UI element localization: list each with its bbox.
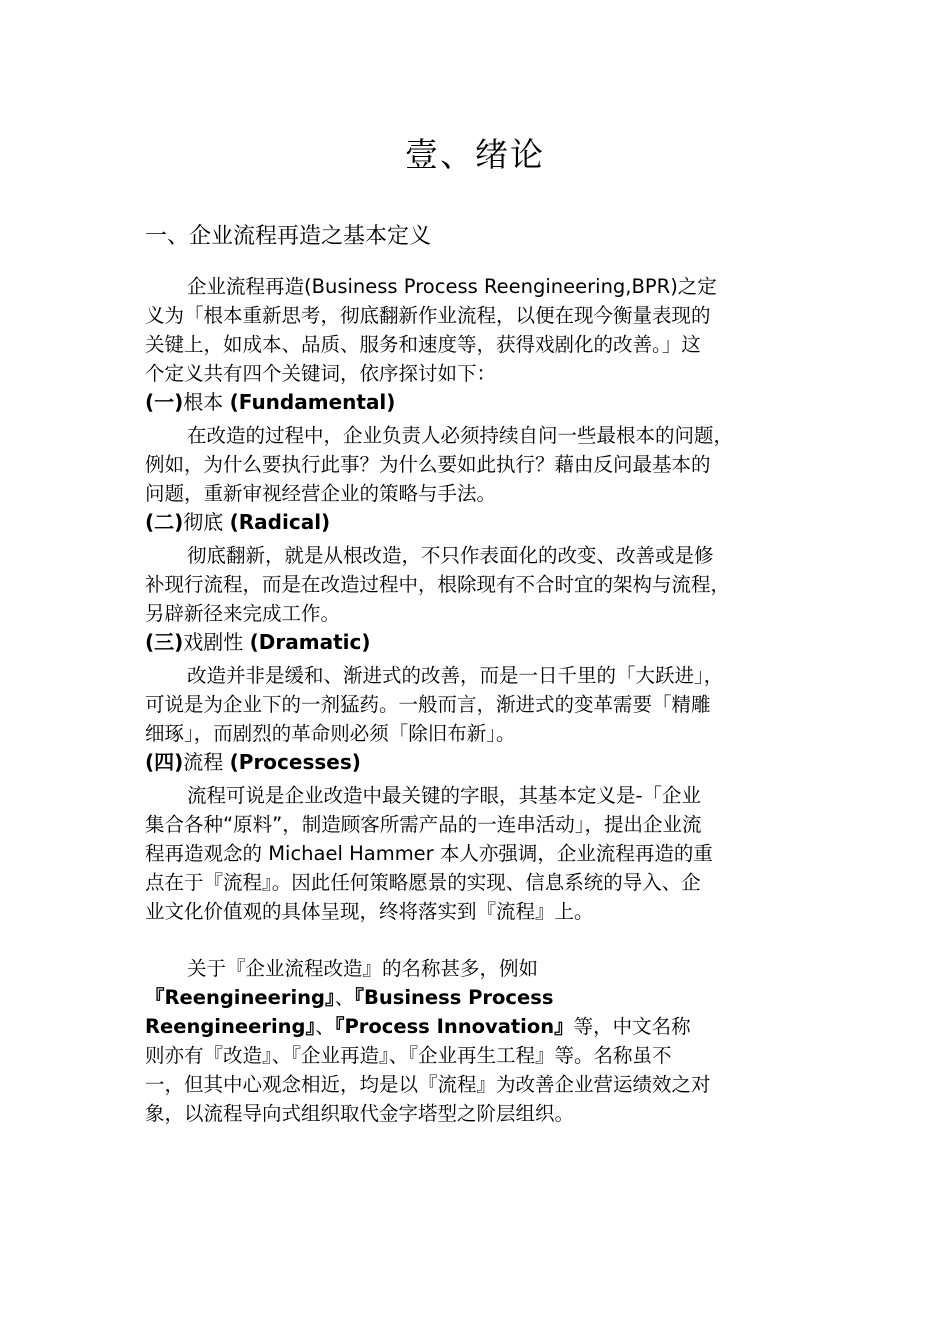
paragraph-line: 可说是为企业下的一剂猛药。一般而言，渐进式的变革需要「精雕: [145, 693, 711, 716]
keyword-number: (四): [145, 750, 184, 774]
paragraph-line: 义为「根本重新思考，彻底翻新作业流程，以便在现今衡量表现的: [145, 304, 711, 327]
keyword-term: 戏剧性: [183, 630, 244, 654]
keyword-english: (Radical): [229, 510, 331, 534]
keyword-section-dramatic: [145, 628, 835, 748]
document-body: [145, 272, 835, 1128]
paragraph-line: 在改造的过程中，企业负责人必须持续自问一些最根本的问题，: [187, 424, 734, 447]
keyword-heading: [145, 628, 835, 661]
closing-text: 等，中文名称: [573, 1015, 691, 1038]
term-process-innovation: 『Process Innovation』: [334, 1015, 574, 1038]
paragraph-line: 一，但其中心观念相近，均是以『流程』为改善企业营运绩效之对: [145, 1073, 711, 1096]
paragraph-line: [145, 983, 835, 1012]
paragraph-line: 另辟新径来完成工作。: [145, 602, 341, 625]
keyword-term: 根本: [183, 390, 224, 414]
keyword-term: 流程: [183, 750, 224, 774]
keyword-number: (二): [145, 510, 184, 534]
paragraph-line: 业文化价值观的具体呈现，终将落实到『流程』上。: [145, 900, 594, 923]
paragraph-line: 问题，重新审视经营企业的策略与手法。: [145, 482, 497, 505]
keyword-term: 彻底: [183, 510, 224, 534]
paragraph-line: 关于『企业流程改造』的名称甚多，例如: [187, 957, 539, 980]
keyword-english: (Dramatic): [249, 630, 371, 654]
keyword-heading: [145, 508, 835, 541]
page-title: 壹、绪论: [405, 135, 545, 174]
paragraph-line: 例如，为什么要执行此事？为什么要如此执行？藉由反问最基本的: [145, 453, 711, 476]
paragraph-line: 彻底翻新，就是从根改造，不只作表面化的改变、改善或是修: [187, 544, 714, 567]
paragraph-line: 企业流程再造(Business Process Reengineering,BPR)之定: [187, 275, 717, 298]
keyword-number: (三): [145, 630, 184, 654]
paragraph-line: 程再造观念的 Michael Hammer 本人亦强调，企业流程再造的重: [145, 842, 713, 865]
term-reengineering-cont: Reengineering』: [145, 1015, 316, 1038]
paragraph-line: 补现行流程，而是在改造过程中，根除现有不合时宜的架构与流程，: [145, 573, 731, 596]
paragraph-line: [145, 1012, 835, 1041]
paragraph-line: 流程可说是企业改造中最关键的字眼，其基本定义是-「企业: [187, 784, 702, 807]
section-heading: 一、企业流程再造之基本定义: [145, 224, 432, 249]
keyword-heading: [145, 388, 835, 421]
keyword-number: (一): [145, 390, 184, 414]
paragraph-line: 点在于『流程』。因此任何策略愿景的实现、信息系统的导入、企: [145, 871, 701, 894]
term-business-process: 『Business Process: [354, 986, 554, 1009]
paragraph-line: 则亦有『改造』、『企业再造』、『企业再生工程』等。名称虽不: [145, 1044, 672, 1067]
separator: 、: [334, 986, 355, 1009]
paragraph-line: 象，以流程导向式组织取代金字塔型之阶层组织。: [145, 1102, 575, 1125]
paragraph-spacer: [145, 926, 835, 954]
paragraph-line: 细琢」，而剧烈的革命则必须「除旧布新」。: [145, 722, 516, 745]
keyword-english: (Processes): [229, 750, 361, 774]
keyword-heading: [145, 748, 835, 781]
paragraph-line: 集合各种“原料”，制造顾客所需产品的一连串活动」，提出企业流: [145, 813, 702, 836]
keyword-section-processes: [145, 748, 835, 926]
intro-paragraph: [145, 272, 835, 388]
keyword-section-radical: [145, 508, 835, 628]
keyword-english: (Fundamental): [229, 390, 396, 414]
separator: 、: [315, 1015, 335, 1038]
term-reengineering: 『Reengineering』: [145, 986, 335, 1009]
closing-paragraph: [145, 954, 835, 1128]
paragraph-line: 改造并非是缓和、渐进式的改善，而是一日千里的「大跃进」，: [187, 664, 724, 687]
paragraph-line: 个定义共有四个关键词，依序探讨如下：: [145, 362, 497, 385]
paragraph-line: 关键上，如成本、品质、服务和速度等，获得戏剧化的改善。」这: [145, 333, 701, 356]
keyword-section-fundamental: [145, 388, 835, 508]
